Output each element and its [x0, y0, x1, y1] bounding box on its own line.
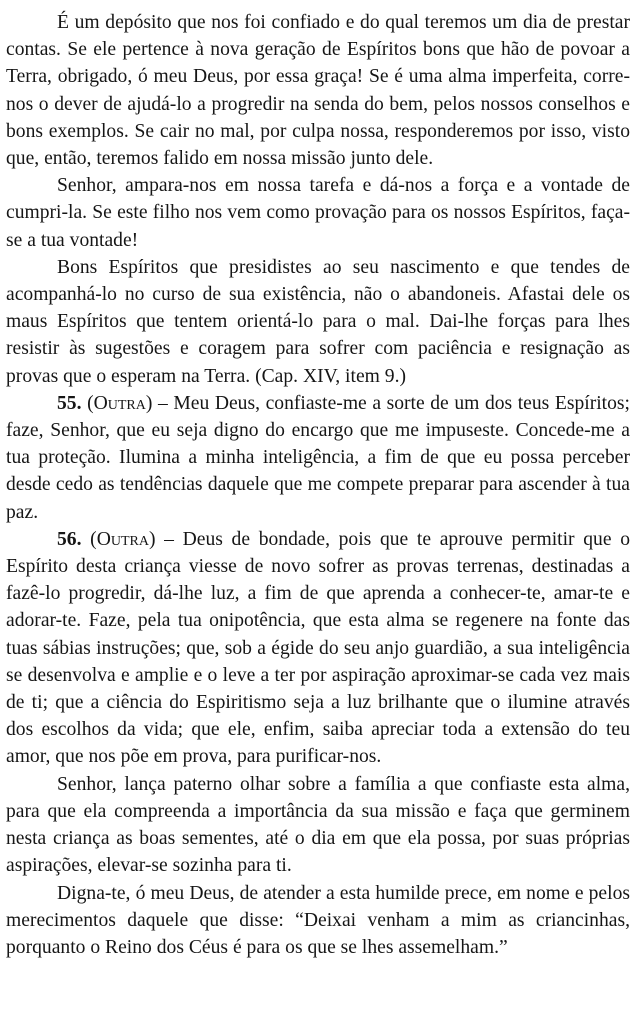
paragraph-text: É um depósito que nos foi confiado e do qual teremos um dia de prestar contas. Se ele pertence à nova geração de Espíritos bons que hão de povoar a Terra, obrigado, ó meu Deus, por essa graça! Se é uma alma imperfeita, corre-nos o dever de ajudá-lo a progredir na senda do bem, pelos nossos conselhos e bons exemplos. Se cair no mal, por culpa nossa, responderemos por isso, visto que, então, teremos falido em nossa missão junto dele. — [6, 12, 630, 170]
paragraph-deposit — [6, 9, 630, 172]
paragraph-good-spirits — [6, 254, 630, 390]
prayer-56 — [6, 526, 630, 771]
prayer-label: (Outra) — [87, 392, 153, 414]
paragraph-text: – Deus de bondade, pois que te aprouve permitir que o Espírito desta criança viesse de novo sofrer as provas terrenas, destinadas a fazê-lo progredir, dá-lhe luz, a fim de que aprenda a conhecer-te, amar-te e adorar-te. Faze, pela tua onipotência, que esta alma se regenere na fonte das tuas sábias instruções; que, sob a égide do seu anjo guardião, a sua inteligência se desenvolva e amplie e o leve a ter por aspiração aproximar-se cada vez mais de ti; que a ciência do Espiritismo seja a luz brilhante que o ilumine através dos escolhos da vida; que ele, enfim, saiba apreciar toda a extensão do teu amor, que nos põe em prova, para purificar-nos. — [6, 528, 630, 768]
prayer-label: (Outra) — [90, 528, 156, 550]
book-page — [6, 9, 630, 961]
prayer-55 — [6, 390, 630, 526]
paragraph-humble-prayer — [6, 880, 630, 962]
prayer-number: 55. — [57, 392, 82, 414]
paragraph-text: Senhor, ampara-nos em nossa tarefa e dá-nos a força e a vontade de cumpri-la. Se este filho nos vem como provação para os nossos Espíritos, faça-se a tua vontade! — [6, 175, 630, 251]
paragraph-text: – Meu Deus, confiaste-me a sorte de um dos teus Espíritos; faze, Senhor, que eu seja digno do encargo que me impuseste. Concede-me a tua proteção. Ilumina a minha inteligência, a fim de que eu possa perceber desde cedo as tendências daquele que me compete preparar para ascender à tua paz. — [6, 392, 630, 523]
paragraph-text: Senhor, lança paterno olhar sobre a família a que confiaste esta alma, para que ela compreenda a importância da sua missão e faça que germinem nesta criança as boas sementes, até o dia em que ela possa, por suas próprias aspirações, elevar-se sozinha para ti. — [6, 773, 630, 877]
paragraph-text: Bons Espíritos que presidistes ao seu nascimento e que tendes de acompanhá-lo no curso de sua existência, não o abandoneis. Afastai dele os maus Espíritos que tentem orientá-lo para o mal. Dai-lhe forças para lhes resistir às sugestões e coragem para sofrer com paciência e resignação as provas que o esperam na Terra. (Cap. XIV, item 9.) — [6, 256, 630, 387]
paragraph-text: Digna-te, ó meu Deus, de atender a esta humilde prece, em nome e pelos merecimentos daquele que disse: “Deixai venham a mim as criancinhas, porquanto o Reino dos Céus é para os que se lhes assemelham.” — [6, 882, 630, 958]
prayer-number: 56. — [57, 528, 82, 550]
paragraph-lord-support — [6, 172, 630, 254]
paragraph-family — [6, 771, 630, 880]
